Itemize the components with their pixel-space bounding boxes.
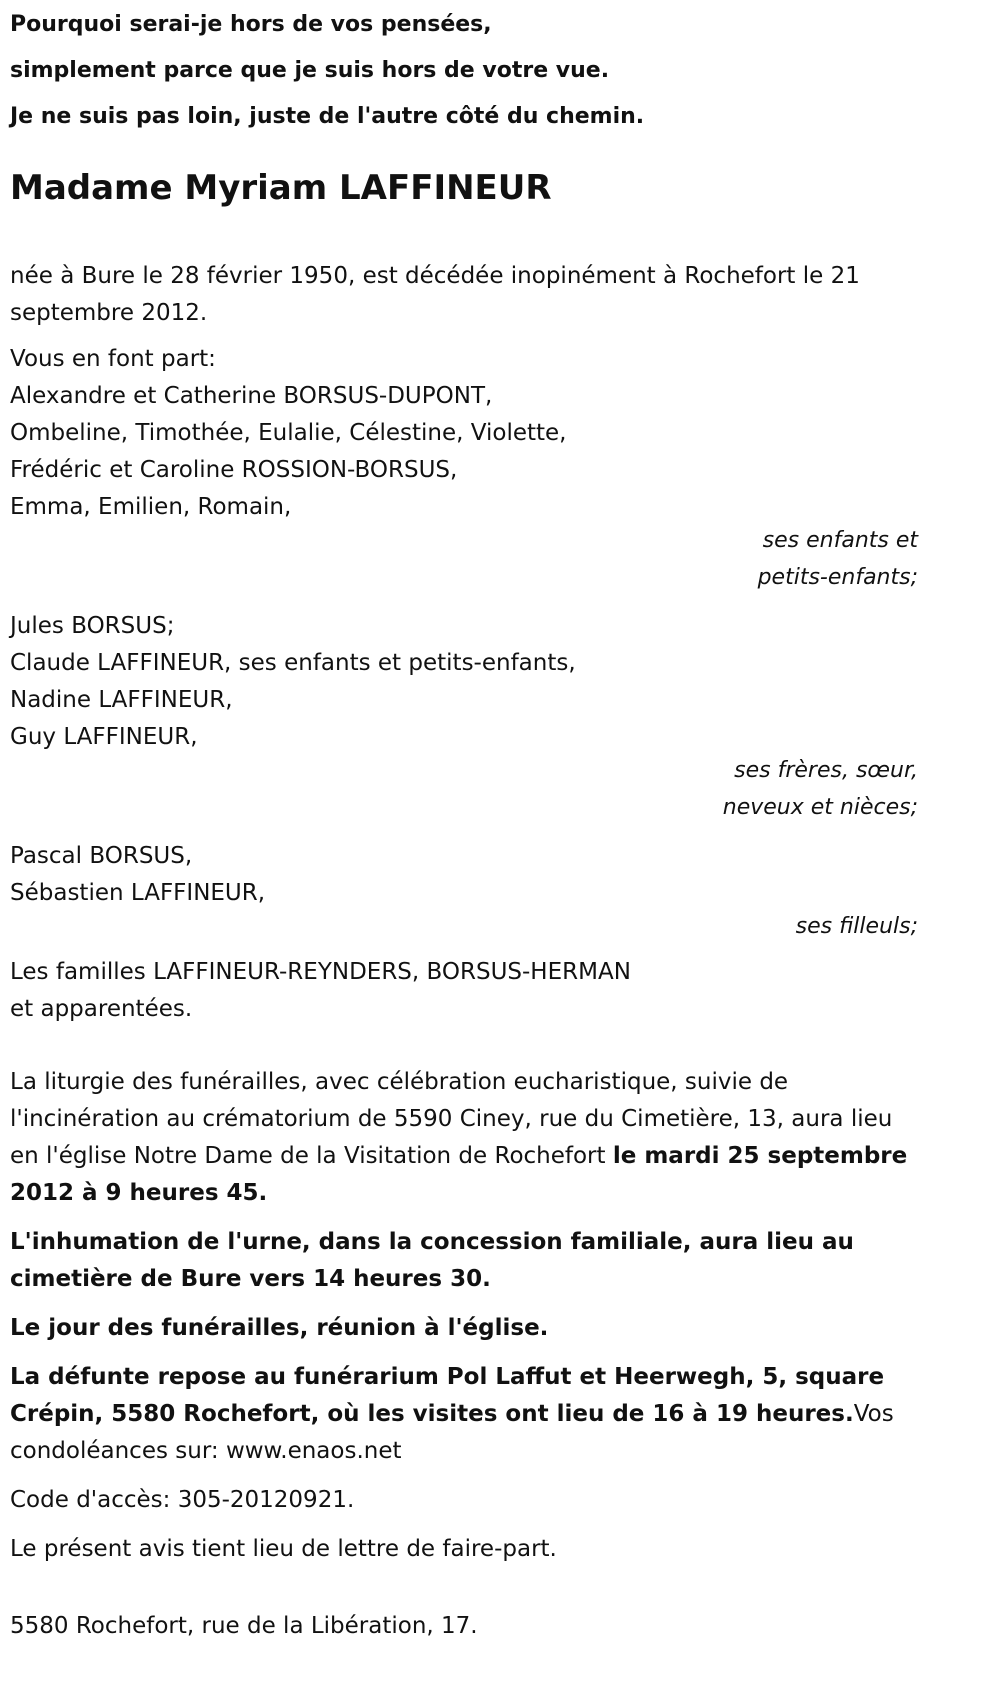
relation-line: ses filleuls; [795,914,918,939]
poem-line: simplement parce que je suis hors de votre vue. [10,58,610,83]
funerarium-info: La défunte repose au funérarium Pol Laffut et Heerwegh, 5, square Crépin, 5580 Rochefort, où les visites ont lieu de 16 à 19 heures. [10,1364,885,1427]
relation-godchildren [10,908,918,945]
statement-line: née à Bure le 28 février 1950, est décédée inopinément à Rochefort le 21 [10,263,860,289]
poem [10,0,918,140]
birth-death-statement [10,258,918,332]
inhumation-paragraph: L'inhumation de l'urne, dans la concession familiale, aura lieu au cimetière de Bure vers 14 heures 30. [10,1229,854,1292]
families-line: et apparentées. [10,996,193,1022]
family-member: Jules BORSUS; [10,613,175,639]
access-code: Code d'accès: 305-20120921. [10,1487,355,1513]
family-member: Guy LAFFINEUR, [10,724,198,750]
family-group-children [10,378,918,526]
family-member: Nadine LAFFINEUR, [10,687,233,713]
liturgy-paragraph [10,1064,918,1212]
family-member: Ombeline, Timothée, Eulalie, Célestine, Violette, [10,420,567,446]
relation-children [10,522,918,596]
relation-siblings [10,752,918,826]
obituary-notice [10,0,918,1645]
liturgy-text: La liturgie des funérailles, avec célébration eucharistique, suivie de l'incinération au crématorium de 5590 Ciney, rue du Cimetière, 13, aura lieu en l'église Notre Dame de la Visitation de Rochefort [10,1069,893,1169]
family-member: Claude LAFFINEUR, ses enfants et petits-enfants, [10,650,576,676]
family-member: Frédéric et Caroline ROSSION-BORSUS, [10,457,458,483]
liturgy-date: le mardi 25 septembre 2012 à 9 heures 45. [10,1143,908,1206]
relation-line: petits-enfants; [757,565,918,590]
family-address: 5580 Rochefort, rue de la Libération, 17. [10,1613,478,1639]
family-member: Emma, Emilien, Romain, [10,494,292,520]
family-group-siblings [10,608,918,756]
deceased-name: Madame Myriam LAFFINEUR [10,168,552,208]
family-member: Sébastien LAFFINEUR, [10,880,266,906]
statement-line: septembre 2012. [10,300,208,326]
reunion-paragraph: Le jour des funérailles, réunion à l'église. [10,1315,549,1341]
condolences-info: Vos condoléances sur: www.enaos.net [10,1401,894,1464]
relation-line: ses frères, sœur, [734,758,918,783]
announcement-intro: Vous en font part: [10,346,216,372]
family-group-godchildren [10,838,918,912]
family-member: Alexandre et Catherine BORSUS-DUPONT, [10,383,493,409]
families-line: Les familles LAFFINEUR-REYNDERS, BORSUS-HERMAN [10,959,631,985]
family-member: Pascal BORSUS, [10,843,193,869]
notice-statement: Le présent avis tient lieu de lettre de faire-part. [10,1536,557,1562]
relation-line: neveux et nièces; [722,795,918,820]
extended-families [10,954,918,1028]
poem-line: Pourquoi serai-je hors de vos pensées, [10,12,492,37]
poem-line: Je ne suis pas loin, juste de l'autre côté du chemin. [10,104,645,129]
funerarium-paragraph [10,1359,918,1470]
relation-line: ses enfants et [762,528,918,553]
